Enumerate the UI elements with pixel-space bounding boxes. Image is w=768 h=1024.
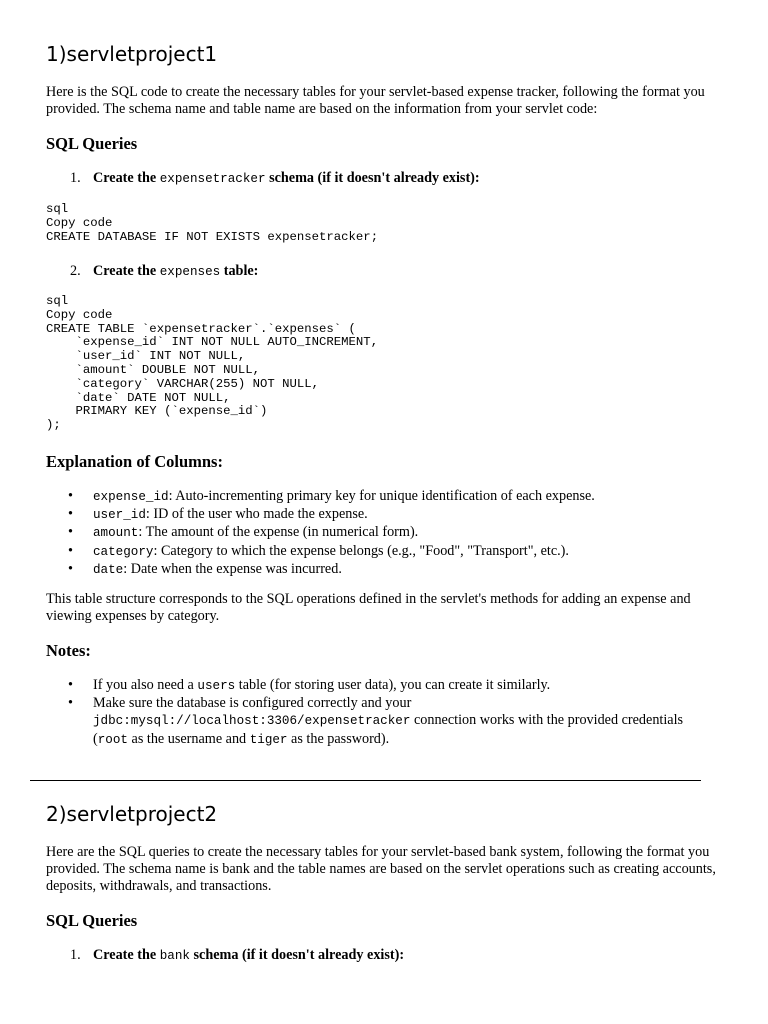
step-number: 2. <box>70 263 81 279</box>
bullet: • <box>68 677 73 693</box>
section1-step1 <box>70 170 480 188</box>
inline-code: users <box>197 679 236 693</box>
step-text-pre: Create the <box>93 947 160 963</box>
column-description: : Auto-incrementing primary key for unique identification of each expense. <box>168 488 595 504</box>
inline-code: root <box>97 732 128 747</box>
step-text-pre: Create the <box>93 170 160 186</box>
notes-heading: Notes: <box>46 641 91 660</box>
inline-code: expensetracker <box>159 172 266 186</box>
bullet: • <box>68 506 73 523</box>
column-description: : Category to which the expense belongs (e.g., "Food", "Transport", etc.). <box>153 542 569 559</box>
code-block-create-database: sql Copy code CREATE DATABASE IF NOT EXISTS expensetracker; <box>46 202 379 244</box>
step-text <box>93 170 480 186</box>
note-text: Make sure the database is configured correctly and your <box>93 695 412 712</box>
section1-intro: Here is the SQL code to create the necessary tables for your servlet-based expense tracker, following the format you provided. The schema name and table name are based on the information from your servlet code: <box>46 84 705 117</box>
column-name: amount <box>93 526 139 541</box>
list-item <box>68 677 733 695</box>
inline-code: bank <box>159 949 190 963</box>
horizontal-divider <box>30 780 701 781</box>
step-text <box>93 947 404 963</box>
step-number: 1. <box>70 947 81 963</box>
step-text-pre: Create the <box>93 263 160 279</box>
bullet: • <box>68 695 73 712</box>
note-text: table (for storing user data), you can create it similarly. <box>235 677 551 693</box>
column-name: user_id <box>93 508 146 523</box>
list-item <box>68 561 733 579</box>
step-text <box>93 263 258 279</box>
note-text: as the password). <box>287 730 390 747</box>
columns-heading: Explanation of Columns: <box>46 452 223 471</box>
column-description: : Date when the expense was incurred. <box>123 560 342 577</box>
notes-list <box>68 677 733 749</box>
section1-heading: 1)servletproject1 <box>46 42 218 66</box>
step-text-post: schema (if it doesn't already exist): <box>189 947 405 963</box>
section2-heading: 2)servletproject2 <box>46 802 218 826</box>
section2-step1 <box>70 947 404 965</box>
inline-code: tiger <box>249 732 288 747</box>
list-item <box>68 695 733 749</box>
column-description: : The amount of the expense (in numerical form). <box>138 524 419 541</box>
column-name: category <box>93 544 154 559</box>
column-description: : ID of the user who made the expense. <box>145 506 368 523</box>
note-text: as the username and <box>127 730 250 747</box>
step-text-post: schema (if it doesn't already exist): <box>265 170 480 186</box>
section1-step2 <box>70 263 258 281</box>
step-text-post: table: <box>220 263 259 279</box>
columns-list <box>68 488 733 579</box>
column-name: date <box>93 562 124 577</box>
list-item <box>68 543 733 561</box>
step-number: 1. <box>70 170 81 186</box>
note-text: ( <box>93 730 98 747</box>
section2-sql-queries-heading: SQL Queries <box>46 911 138 930</box>
column-name: expense_id <box>93 490 169 504</box>
bullet: • <box>68 542 73 559</box>
bullet: • <box>68 488 73 504</box>
section1-summary: This table structure corresponds to the SQL operations defined in the servlet's methods for adding an expense and viewing expenses by category. <box>46 591 691 624</box>
inline-code: expenses <box>159 265 221 279</box>
section2-intro: Here are the SQL queries to create the necessary tables for your servlet-based bank system, following the format you provided. The schema name is bank and the table names are based on the servlet operations such as creating accounts, deposits, withdrawals, and transactions. <box>46 844 716 894</box>
inline-code: jdbc:mysql://localhost:3306/expensetracker <box>93 714 411 729</box>
note-text: connection works with the provided credentials <box>410 712 684 729</box>
section1-sql-queries-heading: SQL Queries <box>46 134 138 153</box>
list-item <box>68 524 733 542</box>
code-block-create-table: sql Copy code CREATE TABLE `expensetracker`.`expenses` ( `expense_id` INT NOT NULL AUTO_INCREMENT, `user_id` INT NOT NULL, `amount` DOUBLE NOT NULL, `category` VARCHAR(255) NOT NULL, `date` DATE NOT NULL, PRIMARY KEY (`expense_id`) ); <box>46 294 379 433</box>
bullet: • <box>68 524 73 541</box>
note-text: If you also need a <box>93 677 198 693</box>
list-item <box>68 488 733 506</box>
list-item <box>68 506 733 524</box>
bullet: • <box>68 560 73 577</box>
